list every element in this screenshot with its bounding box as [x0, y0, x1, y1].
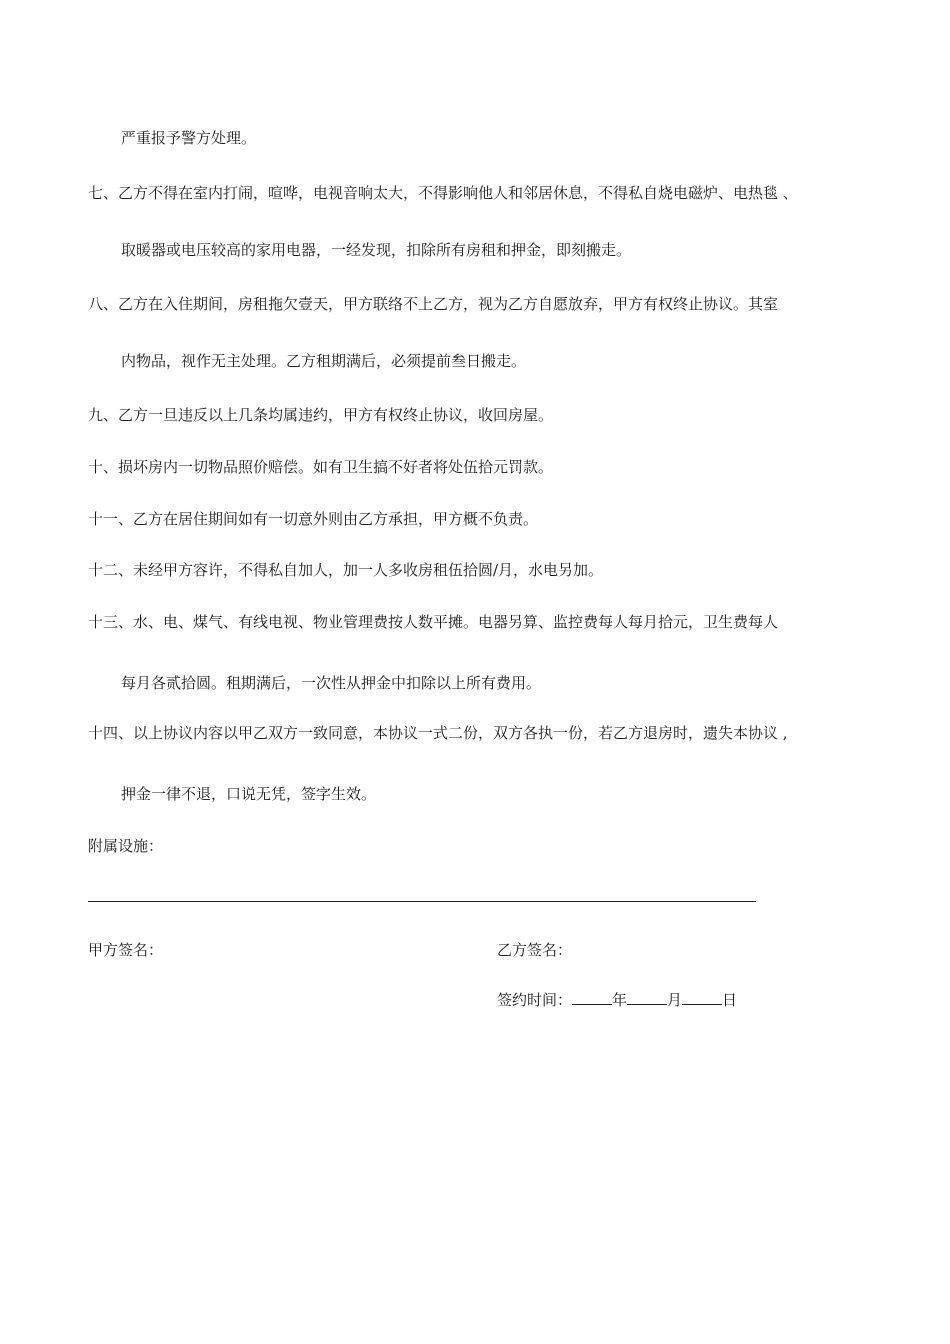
- facilities-label: 附属设施：: [88, 837, 164, 855]
- year-blank[interactable]: [572, 990, 612, 1005]
- clause-7-line-1: 七、乙方不得在室内打闹，喧哗，电视音响太大，不得影响他人和邻居休息，不得私自烧电磁炉、电热毯 、: [88, 184, 798, 202]
- clause-6-tail: 严重报予警方处理。: [121, 129, 257, 147]
- clause-9: 九、乙方一旦违反以上几条均属违约，甲方有权终止协议，收回房屋。: [88, 406, 554, 424]
- clause-12: 十二、未经甲方容许，不得私自加人，加一人多收房租伍拾圆/月，水电另加。: [88, 561, 604, 579]
- clause-13-line-1: 十三、水、电、煤气、有线电视、物业管理费按人数平摊。电器另算、监控费每人每月拾元，卫生费每人: [88, 613, 779, 631]
- clause-7-line-2: 取暖器或电压较高的家用电器，一经发现，扣除所有房租和押金，即刻搬走。: [121, 241, 632, 259]
- clause-14-line-2: 押金一律不退，口说无凭，签字生效。: [121, 785, 377, 803]
- day-blank[interactable]: [682, 990, 722, 1005]
- clause-13-line-2: 每月各贰拾圆。租期满后，一次性从押金中扣除以上所有费用。: [121, 674, 542, 692]
- day-label: 日: [722, 991, 738, 1009]
- party-a-signature-label: 甲方签名：: [88, 941, 164, 959]
- month-label: 月: [667, 991, 683, 1009]
- year-label: 年: [612, 991, 628, 1009]
- signing-date-label: 签约时间：: [497, 991, 573, 1009]
- facilities-underline: [88, 901, 756, 902]
- clause-11: 十一、乙方在居住期间如有一切意外则由乙方承担，甲方概不负责。: [88, 510, 539, 528]
- clause-14-line-1: 十四、以上协议内容以甲乙双方一致同意，本协议一式二份，双方各执一份，若乙方退房时，遗失本协议 ,: [88, 724, 788, 742]
- clause-10: 十、损坏房内一切物品照价赔偿。如有卫生搞不好者将处伍拾元罚款。: [88, 458, 554, 476]
- clause-8-line-2: 内物品，视作无主处理。乙方租期满后，必须提前叁日搬走。: [121, 352, 527, 370]
- clause-8-line-1: 八、乙方在入住期间，房租拖欠壹天，甲方联络不上乙方，视为乙方自愿放弃，甲方有权终止协议。其室: [88, 295, 779, 313]
- month-blank[interactable]: [627, 990, 667, 1005]
- signing-date-row: [497, 990, 737, 1010]
- party-b-signature-label: 乙方签名：: [497, 941, 573, 959]
